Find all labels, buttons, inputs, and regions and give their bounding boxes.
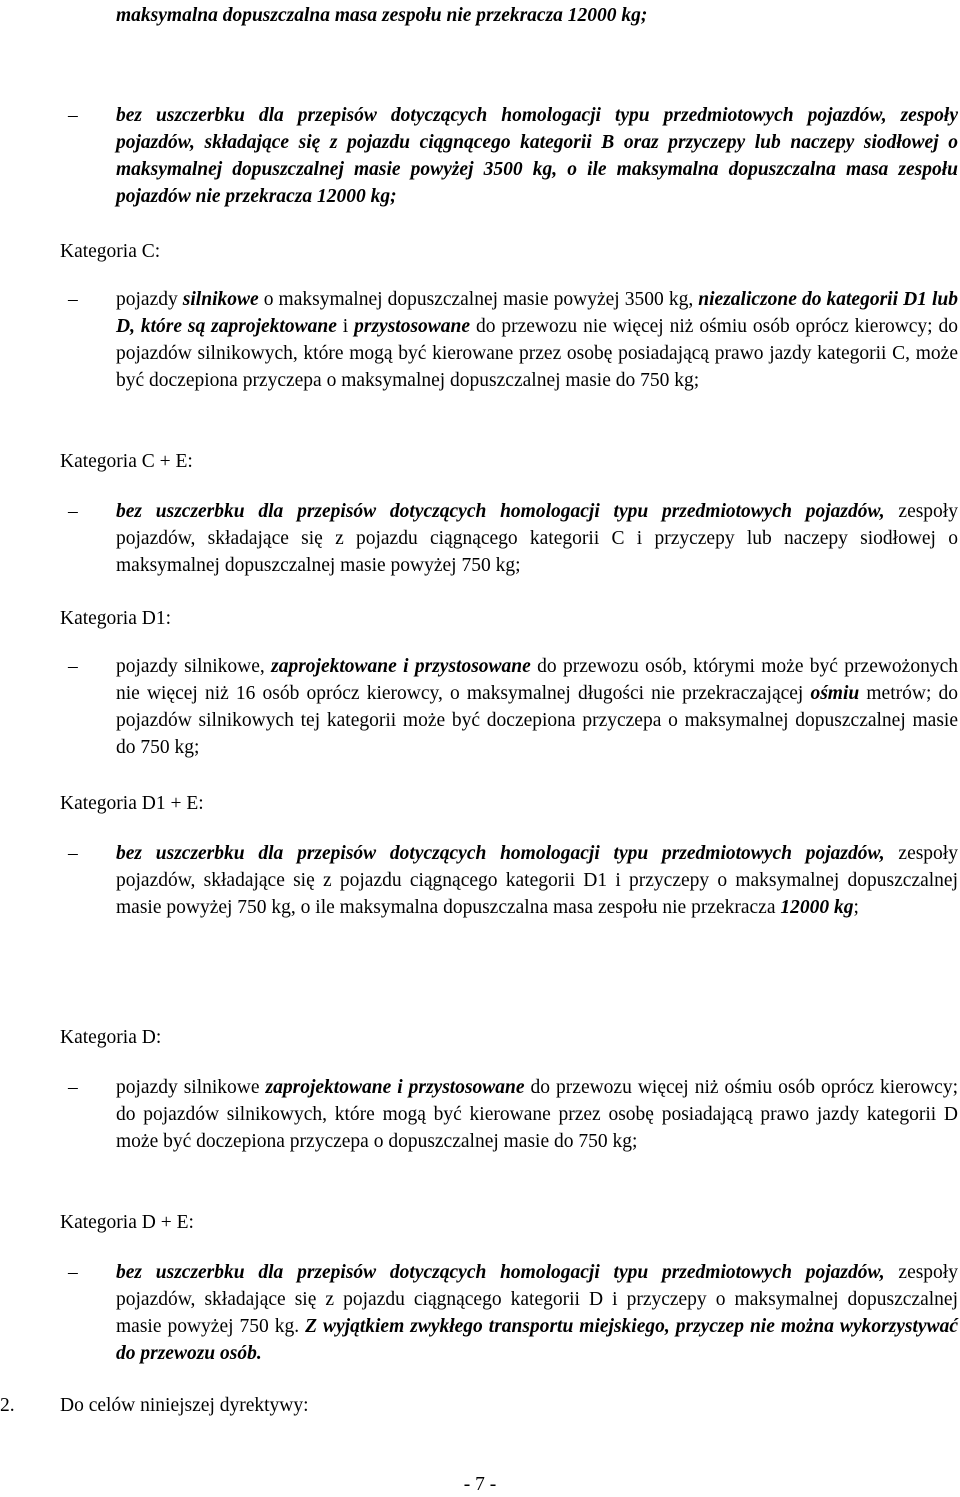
list-item-category-b-combination — [68, 102, 958, 210]
item-text — [116, 840, 958, 921]
list-item-category-d1 — [68, 653, 958, 761]
dash-bullet: – — [68, 656, 78, 677]
emphasis-run: silnikowe — [182, 289, 259, 310]
text-run: o maksymalnej dopuszczalnej masie powyżej 3500 kg, — [258, 289, 699, 310]
list-item-category-d-e — [68, 1259, 958, 1367]
emphasis-run: bez uszczerbku dla przepisów dotyczących homologacji typu przedmiotowych pojazdów, — [116, 501, 885, 522]
list-item-category-d1-e — [68, 840, 958, 948]
dash-bullet: – — [68, 1077, 78, 1098]
emphasis-run: przystosowane — [354, 316, 471, 337]
dash-bullet: – — [68, 843, 78, 864]
dash-bullet: – — [68, 105, 78, 126]
text-run: metrów; do pojazdów silnikowych tej kategorii może być doczepiona przyczepa o maksymalnej dopuszczalnej masie do 750 kg; — [116, 683, 958, 758]
emphasis-run: bez uszczerbku dla przepisów dotyczących homologacji typu przedmiotowych pojazdów, — [116, 843, 885, 864]
list-item-category-c — [68, 286, 958, 421]
text-run: i — [336, 316, 355, 337]
item-text — [116, 1074, 958, 1155]
text-run: pojazdy silnikowe — [116, 1077, 266, 1098]
text-run: pojazdy — [116, 289, 183, 310]
text-run: zespoły pojazdów, składające się z pojazdu ciągnącego kategorii D i przyczepy o maksymalnej dopuszczalnej masie powyżej 750 kg. — [116, 1262, 958, 1337]
section-text: Do celów niniejszej dyrektywy: — [60, 1395, 309, 1416]
dash-bullet: – — [68, 501, 78, 522]
list-item-category-d — [68, 1074, 958, 1182]
emphasis-run: zaprojektowane i przystosowane — [271, 656, 531, 677]
text-run: do przewozu więcej niż ośmiu osób oprócz kierowcy; do pojazdów silnikowych, które mogą być kierowane przez osobę posiadającą prawo jazdy kategorii D może być doczepiona przyczepa o dopuszczalnej masie do 750 kg; — [116, 1077, 959, 1152]
list-item-category-c-e — [68, 498, 958, 579]
category-heading-d-e: Kategoria D + E: — [60, 1212, 194, 1233]
text-run: pojazdy silnikowe, — [116, 656, 272, 677]
category-heading-d: Kategoria D: — [60, 1027, 162, 1048]
emphasis-run: 12000 kg — [780, 897, 854, 918]
item-text — [116, 286, 958, 394]
category-heading-d1-e: Kategoria D1 + E: — [60, 793, 204, 814]
emphasis-run: zaprojektowane i przystosowane — [265, 1077, 525, 1098]
category-heading-c-e: Kategoria C + E: — [60, 451, 193, 472]
item-text — [116, 1259, 958, 1367]
emphasis-run: niezaliczone do kategorii D1 lub D, które są zaprojektowane — [116, 289, 958, 337]
category-heading-c: Kategoria C: — [60, 241, 161, 262]
category-heading-d1: Kategoria D1: — [60, 608, 172, 629]
dash-bullet: – — [68, 289, 78, 310]
text-run: do przewozu osób, którymi może być przewożonych nie więcej niż 16 osób oprócz kierowcy, o maksymalnej długości nie przekraczającej — [116, 656, 958, 704]
emphasis-run: bez uszczerbku dla przepisów dotyczących homologacji typu przedmiotowych pojazdów, — [116, 1262, 885, 1283]
dash-bullet: – — [68, 1262, 78, 1283]
intro-text: maksymalna dopuszczalna masa zespołu nie przekracza 12000 kg; — [116, 5, 648, 26]
item-text — [116, 653, 958, 761]
page-number: - 7 - — [463, 1474, 497, 1495]
text-run: ; — [853, 897, 859, 918]
item-text — [116, 498, 958, 579]
intro-paragraph — [116, 2, 958, 29]
text-run: do przewozu nie więcej niż ośmiu osób oprócz kierowcy; do pojazdów silnikowych, które mogą być kierowane przez osobę posiadającą prawo jazdy kategorii C, może być doczepiona przyczepa o maksymalnej dopuszczalnej masie do 750 kg; — [116, 316, 959, 391]
emphasis-run: Z wyjątkiem zwykłego transportu miejskiego, przyczep nie można wykorzystywać do przewozu osób. — [116, 1316, 958, 1364]
text-run: zespoły pojazdów, składające się z pojazdu ciągnącego kategorii C i przyczepy lub naczepy siodłowej o maksymalnej dopuszczalnej masie powyżej 750 kg; — [116, 501, 958, 576]
text-run: zespoły pojazdów, składające się z pojazdu ciągnącego kategorii D1 i przyczepy o maksymalnej dopuszczalnej masie powyżej 750 kg, o ile maksymalna dopuszczalna masa zespołu nie przekracza — [116, 843, 958, 918]
section-number: 2. — [0, 1395, 15, 1416]
emphasis-run: ośmiu — [810, 683, 860, 704]
item-text: bez uszczerbku dla przepisów dotyczących homologacji typu przedmiotowych pojazdów, zespoły pojazdów, składające się z pojazdu ciągnącego kategorii B oraz przyczepy lub naczepy siodłowej o maksymalnej dopuszczalnej masie powyżej 3500 kg, o ile maksymalna dopuszczalna masa zespołu pojazdów nie przekracza 12000 kg; — [116, 105, 958, 207]
